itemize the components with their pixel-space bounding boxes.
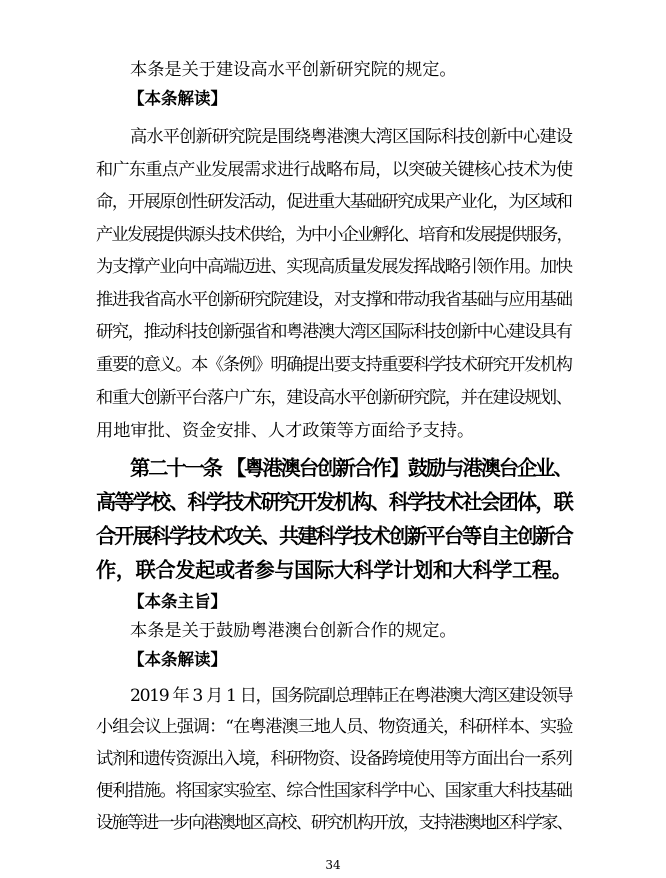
paragraph-line: 2019 年 3 月 1 日，国务院副总理韩正在粤港澳大湾区建设领导 <box>130 686 573 706</box>
section-heading: 【本条解读】 <box>128 650 227 669</box>
paragraph-line: 试剂和遗传资源出入境，科研物资、设备跨境使用等方面出台一系列 <box>96 749 572 769</box>
article-line: 合开展科学技术攻关、共建科学技术创新平台等自主创新合 <box>96 524 572 548</box>
paragraph-line: 本条是关于建设高水平创新研究院的规定。 <box>130 60 457 80</box>
paragraph-line: 产业发展提供源头技术供给，为中小企业孵化、培育和发展提供服务， <box>96 225 572 245</box>
paragraph-line: 设施等进一步向港澳地区高校、研究机构开放，支持港澳地区科学家、 <box>96 813 572 833</box>
paragraph-line: 研究，推动科技创新强省和粤港澳大湾区国际科技创新中心建设具有 <box>96 322 572 342</box>
article-line: 作，联合发起或者参与国际大科学计划和大科学工程。 <box>96 558 572 582</box>
paragraph-line: 小组会议上强调：“在粤港澳三地人员、物资通关，科研样本、实验 <box>96 717 573 737</box>
paragraph-line: 高水平创新研究院是围绕粤港澳大湾区国际科技创新中心建设 <box>130 127 573 147</box>
paragraph-line: 用地审批、资金安排、人才政策等方面给予支持。 <box>96 421 475 441</box>
paragraph-line: 推进我省高水平创新研究院建设，对支撑和带动我省基础与应用基础 <box>96 290 572 310</box>
paragraph-line: 本条是关于鼓励粤港澳台创新合作的规定。 <box>130 621 457 641</box>
paragraph-line: 重要的意义。本《条例》明确提出要支持重要科学技术研究开发机构 <box>96 355 572 375</box>
section-heading: 【本条主旨】 <box>128 592 227 611</box>
page-number: 34 <box>325 858 341 872</box>
article-line: 第二十一条 【粤港澳台创新合作】鼓励与港澳台企业、 <box>130 456 572 480</box>
paragraph-line: 命，开展原创性研发活动，促进重大基础研究成果产业化，为区域和 <box>96 192 572 212</box>
section-heading: 【本条解读】 <box>128 89 227 108</box>
paragraph-line: 和广东重点产业发展需求进行战略布局，以突破关键核心技术为使 <box>96 160 573 180</box>
paragraph-line: 和重大创新平台落户广东，建设高水平创新研究院，并在建设规划、 <box>96 388 572 408</box>
article-line: 高等学校、科学技术研究开发机构、科学技术社会团体，联 <box>96 490 572 514</box>
paragraph-line: 为支撑产业向中高端迈进、实现高质量发展发挥战略引领作用。加快 <box>96 257 572 277</box>
paragraph-line: 便利措施。将国家实验室、综合性国家科学中心、国家重大科技基础 <box>96 781 572 801</box>
